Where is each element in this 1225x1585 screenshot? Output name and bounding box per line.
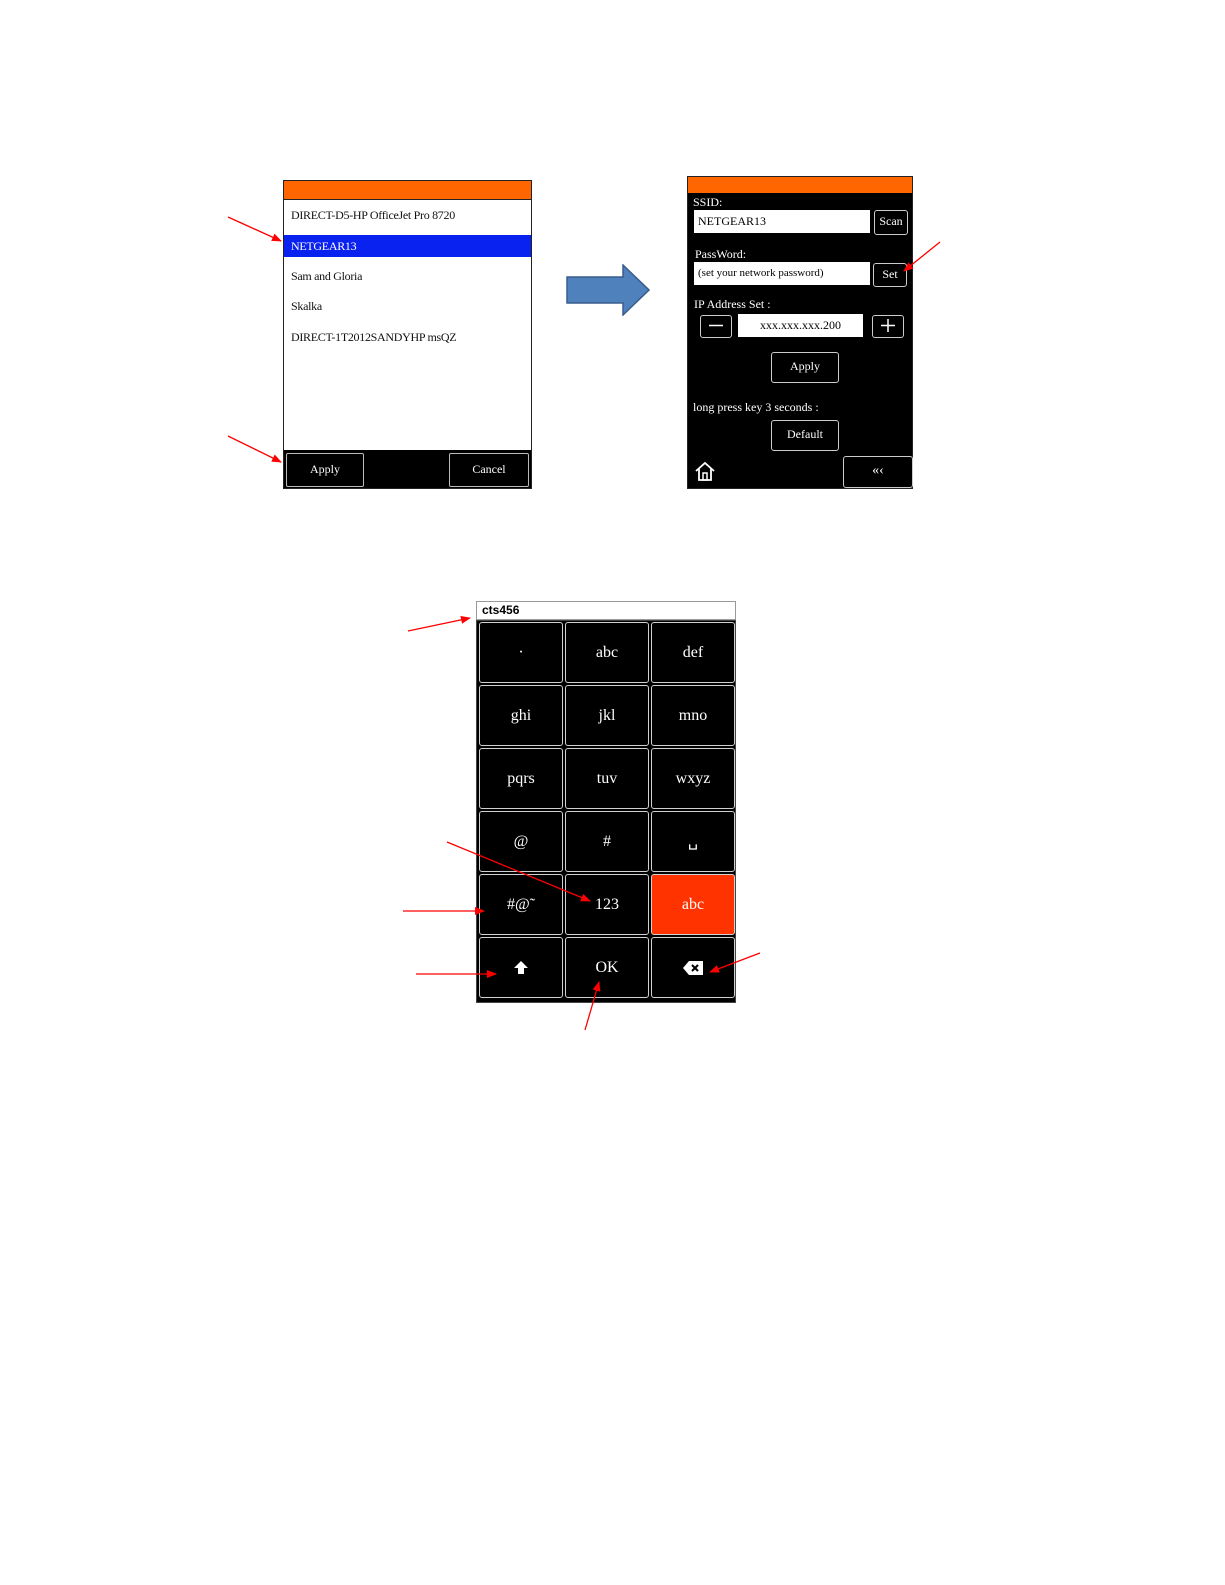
key-label[interactable]: # <box>565 811 649 872</box>
flow-arrow-icon <box>566 264 650 316</box>
key-ok[interactable]: OK <box>565 937 649 998</box>
key-label[interactable]: ghi <box>479 685 563 746</box>
shift-key[interactable] <box>479 937 563 998</box>
shift-icon <box>511 958 531 978</box>
key-label[interactable]: · <box>479 622 563 683</box>
ip-increase-button[interactable] <box>872 315 904 338</box>
annotation-arrow-network <box>228 217 281 241</box>
key-label[interactable]: abc <box>565 622 649 683</box>
footer-bar <box>284 450 531 488</box>
backspace-key[interactable] <box>651 937 735 998</box>
ip-decrease-button[interactable] <box>700 315 732 338</box>
key-label[interactable]: 123 <box>565 874 649 935</box>
key-label[interactable]: #@˜ <box>479 874 563 935</box>
key-label[interactable]: mno <box>651 685 735 746</box>
home-icon <box>694 460 716 482</box>
network-item[interactable]: Skalka <box>291 299 322 313</box>
scan-button[interactable]: Scan <box>874 210 908 235</box>
ip-address-label: IP Address Set : <box>694 297 771 311</box>
network-list <box>284 200 531 352</box>
key-label[interactable]: def <box>651 622 735 683</box>
title-bar <box>284 181 531 200</box>
password-label: PassWord: <box>695 247 747 261</box>
key-label[interactable]: pqrs <box>479 748 563 809</box>
network-settings-screen <box>687 176 913 489</box>
annotation-arrow-input <box>408 618 470 631</box>
ip-address-field[interactable]: xxx.xxx.xxx.200 <box>738 314 863 337</box>
cancel-button[interactable]: Cancel <box>449 453 529 487</box>
key-label[interactable]: jkl <box>565 685 649 746</box>
network-item-selected[interactable]: NETGEAR13 <box>284 235 531 257</box>
key-label[interactable]: tuv <box>565 748 649 809</box>
password-field[interactable]: (set your network password) <box>694 262 870 285</box>
key-label[interactable]: @ <box>479 811 563 872</box>
minus-icon <box>702 316 730 335</box>
keypad <box>476 620 736 1003</box>
apply-button[interactable]: Apply <box>771 352 839 383</box>
plus-icon <box>874 316 902 335</box>
backspace-icon <box>682 960 704 976</box>
ssid-label: SSID: <box>693 195 723 209</box>
network-item[interactable]: Sam and Gloria <box>291 268 363 283</box>
set-password-button[interactable]: Set <box>873 263 907 287</box>
long-press-label: long press key 3 seconds : <box>693 400 819 414</box>
back-button[interactable]: «‹ <box>843 456 913 488</box>
network-list-screen <box>283 180 532 489</box>
home-button[interactable] <box>694 460 716 482</box>
key-label[interactable]: abc <box>651 874 735 935</box>
title-bar <box>688 177 912 193</box>
annotation-arrow-apply <box>228 436 281 462</box>
network-item[interactable]: DIRECT-D5-HP OfficeJet Pro 8720 <box>291 208 455 222</box>
key-label[interactable]: wxyz <box>651 748 735 809</box>
network-item[interactable]: DIRECT-1T2012SANDYHP msQZ <box>291 329 457 344</box>
key-label[interactable]: ␣ <box>651 811 735 872</box>
text-input-field[interactable]: cts456 <box>476 601 736 620</box>
ssid-field[interactable]: NETGEAR13 <box>694 210 870 233</box>
default-button[interactable]: Default <box>771 420 839 451</box>
apply-button[interactable]: Apply <box>286 453 364 487</box>
